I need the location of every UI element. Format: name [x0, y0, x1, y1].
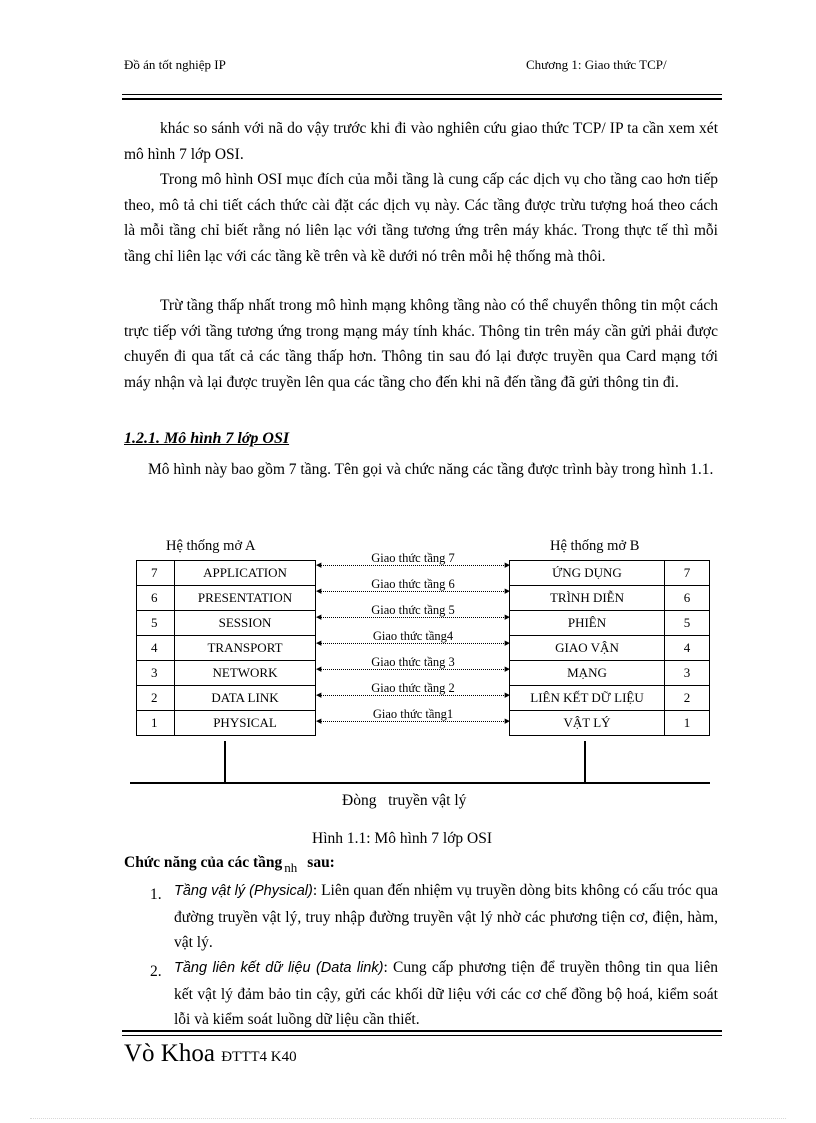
arrow-right-icon: ▶ — [504, 639, 510, 647]
layer-name: LIÊN KẾT DỮ LIỆU — [510, 686, 665, 711]
footer-rule-bottom — [122, 1035, 722, 1036]
protocol-arrow — [318, 551, 508, 577]
paragraph-3: Trừ tầng thấp nhất trong mô hình mạng không tầng nào có thể chuyển thông tin một cách trực tiếp với tầng tương ứng trong mạng máy tính khác. Thông tin trên máy cần gửi phải được chuyển đi qua tất cả các tầng thấp hơn. Thông tin sau đó lại được truyền qua Card mạng tới máy nhận và lại được truyền lên qua các tầng cho đến khi nã đến tầng đã gửi thông tin đi. — [124, 297, 718, 391]
layer-number: 6 — [137, 586, 175, 611]
protocol-line — [320, 617, 506, 618]
physical-medium-label: Đòng truyền vật lý — [342, 792, 467, 809]
paragraph-1: khác so sánh với nã do vậy trước khi đi vào nghiên cứu giao thức TCP/ IP ta cần xem xét mô hình 7 lớp OSI. — [124, 120, 718, 163]
layer-name: PRESENTATION — [175, 586, 316, 611]
layer-a-row — [137, 561, 316, 586]
layer-b-row — [510, 586, 710, 611]
layer-b-row — [510, 561, 710, 586]
functions-heading: Chức năng của các tầng $_{nh}$ sau: — [124, 854, 335, 875]
layer-number: 3 — [665, 661, 710, 686]
layer-number: 5 — [137, 611, 175, 636]
layer-name: TRANSPORT — [175, 636, 316, 661]
figure-caption: Hình 1.1: Mô hình 7 lớp OSI — [312, 830, 492, 847]
protocol-line — [320, 669, 506, 670]
layer-name: PHIÊN — [510, 611, 665, 636]
protocol-line — [320, 721, 506, 722]
protocol-line — [320, 565, 506, 566]
function-item-datalink: 2. Tầng liên kết dữ liệu (Data link): Cung cấp phương tiện để truyền thông tin qua liên kết vật lý đảm bảo tin cậy, gửi các khối dữ liệu với các cơ chế đồng bộ hoá, kiểm soát lỗi và kiểm soát luồng dữ liệu cần thiết. — [150, 959, 718, 1028]
layer-number: 2 — [665, 686, 710, 711]
arrow-right-icon: ▶ — [504, 561, 510, 569]
system-a-title: Hệ thống mở A — [166, 538, 256, 554]
layer-name: PHYSICAL — [175, 711, 316, 736]
system-b-connector — [584, 741, 586, 783]
layer-number: 7 — [665, 561, 710, 586]
layer-b-row — [510, 611, 710, 636]
layer-b-row — [510, 661, 710, 686]
protocol-line — [320, 591, 506, 592]
section-intro: Mô hình này bao gồm 7 tầng. Tên gọi và chức năng các tầng được trình bày trong hình 1.1. — [148, 461, 714, 478]
page-edge-dots — [30, 1118, 786, 1119]
layer-name: NETWORK — [175, 661, 316, 686]
system-b-title: Hệ thống mở B — [550, 538, 640, 554]
layer-number: 2 — [137, 686, 175, 711]
arrow-left-icon: ◀ — [316, 639, 322, 647]
protocol-arrow — [318, 655, 508, 681]
layer-number: 1 — [665, 711, 710, 736]
layer-number: 3 — [137, 661, 175, 686]
layer-a-row — [137, 661, 316, 686]
protocol-label: Giao thức tầng 3 — [371, 655, 455, 669]
layer-number: 1 — [137, 711, 175, 736]
layer-b-row — [510, 636, 710, 661]
layer-name: GIAO VẬN — [510, 636, 665, 661]
header-left: Đồ án tốt nghiệp IP — [124, 57, 226, 72]
layer-b-row — [510, 686, 710, 711]
protocol-label: Giao thức tầng 7 — [371, 551, 455, 565]
layer-name: ỨNG DỤNG — [510, 561, 665, 586]
arrow-right-icon: ▶ — [504, 717, 510, 725]
layer-number: 4 — [665, 636, 710, 661]
arrow-left-icon: ◀ — [316, 691, 322, 699]
layer-a-row — [137, 611, 316, 636]
layer-name: MẠNG — [510, 661, 665, 686]
arrow-right-icon: ▶ — [504, 665, 510, 673]
footer-author: Vò Khoa ĐTTT4 K40 — [124, 1040, 297, 1067]
layer-number: 5 — [665, 611, 710, 636]
function-item-physical: 1. Tầng vật lý (Physical): Liên quan đến nhiệm vụ truyền dòng bits không có cấu tróc qua đường truyền vật lý, truy nhập đường truyền vật lý nhờ các phương tiện cơ, điện, hàm, vật lý. — [150, 882, 718, 951]
arrow-right-icon: ▶ — [504, 587, 510, 595]
protocol-label: Giao thức tầng1 — [372, 707, 454, 721]
system-b-layers — [509, 560, 710, 736]
header-rule-top — [122, 94, 722, 95]
layer-number: 4 — [137, 636, 175, 661]
layer-a-row — [137, 586, 316, 611]
protocol-line — [320, 695, 506, 696]
layer-name: VẬT LÝ — [510, 711, 665, 736]
footer-rule-top — [122, 1030, 722, 1032]
paragraph-2: Trong mô hình OSI mục đích của mỗi tầng là cung cấp các dịch vụ cho tầng cao hơn tiếp theo, mô tả chi tiết cách thức cài đặt các dịch vụ này. Các tầng được trừu tượng hoá theo cách là mỗi tầng chỉ biết rằng nó liên lạc với tầng tương ứng trên máy khác. Trong thực tế thì mỗi tầng chỉ liên lạc với các tầng kề trên và kề dưới nó trên mỗi hệ thống mà thôi. — [124, 171, 718, 265]
protocol-arrow — [318, 629, 508, 655]
protocol-arrow — [318, 603, 508, 629]
protocol-label: Giao thức tầng 6 — [371, 577, 455, 591]
layer-a-row — [137, 636, 316, 661]
protocol-line — [320, 643, 506, 644]
arrow-right-icon: ▶ — [504, 613, 510, 621]
header-rule-bottom — [122, 98, 722, 100]
layer-name: SESSION — [175, 611, 316, 636]
protocol-label: Giao thức tầng4 — [372, 629, 454, 643]
physical-medium-line — [130, 782, 710, 784]
protocol-arrow — [318, 577, 508, 603]
layer-a-row — [137, 686, 316, 711]
header-right: Chương 1: Giao thức TCP/ — [526, 57, 667, 72]
layer-a-row — [137, 711, 316, 736]
section-title: 1.2.1. Mô hình 7 lớp OSI — [124, 430, 290, 447]
arrow-right-icon: ▶ — [504, 691, 510, 699]
protocol-label: Giao thức tầng 5 — [371, 603, 455, 617]
arrow-left-icon: ◀ — [316, 717, 322, 725]
arrow-left-icon: ◀ — [316, 587, 322, 595]
protocol-arrow — [318, 681, 508, 707]
arrow-left-icon: ◀ — [316, 561, 322, 569]
protocol-label: Giao thức tầng 2 — [371, 681, 455, 695]
arrow-left-icon: ◀ — [316, 613, 322, 621]
layer-b-row — [510, 711, 710, 736]
layer-name: TRÌNH DIỄN — [510, 586, 665, 611]
arrow-left-icon: ◀ — [316, 665, 322, 673]
system-a-layers — [136, 560, 316, 736]
layer-number: 6 — [665, 586, 710, 611]
protocol-arrow — [318, 707, 508, 733]
system-a-connector — [224, 741, 226, 783]
layer-name: DATA LINK — [175, 686, 316, 711]
layer-number: 7 — [137, 561, 175, 586]
layer-name: APPLICATION — [175, 561, 316, 586]
